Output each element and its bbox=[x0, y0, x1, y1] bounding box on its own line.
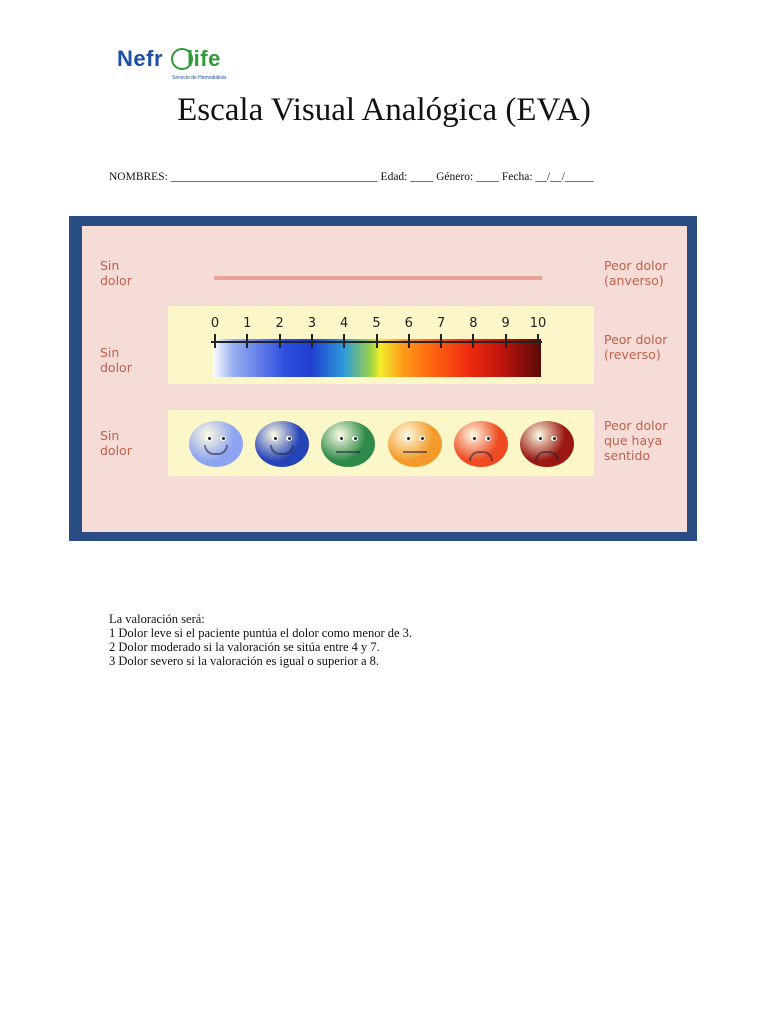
logo-emblem-icon bbox=[171, 48, 193, 70]
notes-item-1: 1 Dolor leve si el paciente puntúa el dolor como menor de 3. bbox=[109, 626, 413, 640]
page-title: Escala Visual Analógica (EVA) bbox=[177, 92, 591, 128]
notes-item-2: 2 Dolor moderado si la valoración se sitúa entre 4 y 7. bbox=[109, 640, 380, 654]
notes-item-3: 3 Dolor severo si la valoración es igual o superior a 8. bbox=[109, 654, 380, 668]
pain-face-5-icon bbox=[454, 421, 508, 467]
logo-text-life: life bbox=[187, 46, 221, 71]
pain-face-1-icon bbox=[189, 421, 243, 467]
scale-number-1: 1 bbox=[243, 316, 252, 331]
pain-face-2-icon bbox=[255, 421, 309, 467]
logo-text-nefr: Nefr bbox=[117, 46, 164, 71]
scale-number-7: 7 bbox=[436, 316, 446, 331]
scale-number-2: 2 bbox=[275, 316, 284, 331]
face-mouth-icon bbox=[270, 445, 294, 455]
face-eye-icon bbox=[206, 436, 212, 441]
left-label-row3: Sin dolor bbox=[100, 428, 132, 458]
nefrolife-logo bbox=[109, 42, 239, 90]
face-eye-icon bbox=[338, 436, 344, 441]
face-eye-icon bbox=[471, 436, 477, 441]
scale-number-10: 10 bbox=[529, 316, 547, 331]
left-label-row2: Sin dolor bbox=[100, 345, 132, 375]
logo-text bbox=[117, 46, 221, 72]
right-label-row3: Peor dolor que haya sentido bbox=[604, 418, 668, 463]
scale-number-5: 5 bbox=[372, 316, 381, 331]
pain-face-6-icon bbox=[520, 421, 574, 467]
logo-subtitle: Servicio de Hemodiálisis bbox=[172, 75, 227, 81]
left-label-row1: Sin dolor bbox=[100, 258, 132, 288]
scale-number-9: 9 bbox=[501, 316, 510, 331]
face-mouth-icon bbox=[535, 451, 559, 461]
right-label-row1: Peor dolor (anverso) bbox=[604, 258, 668, 288]
face-eye-icon bbox=[551, 436, 557, 441]
face-eye-icon bbox=[286, 436, 292, 441]
scale-number-3: 3 bbox=[307, 316, 317, 331]
face-eye-icon bbox=[419, 436, 425, 441]
visual-analog-line bbox=[214, 276, 542, 280]
face-eye-icon bbox=[485, 436, 491, 441]
face-eye-icon bbox=[220, 436, 226, 441]
face-mouth-icon bbox=[336, 451, 360, 453]
face-mouth-icon bbox=[469, 451, 493, 461]
face-mouth-icon bbox=[403, 451, 427, 453]
scale-number-4: 4 bbox=[340, 316, 349, 331]
face-eye-icon bbox=[352, 436, 358, 441]
pain-face-3-icon bbox=[321, 421, 375, 467]
face-eye-icon bbox=[272, 436, 278, 441]
patient-form-line: NOMBRES: ____________________________________ Edad: ____ Género: ____ Fecha: __/__/_____ bbox=[109, 171, 594, 183]
pain-face-4-icon bbox=[388, 421, 442, 467]
scale-number-0: 0 bbox=[210, 316, 220, 331]
face-eye-icon bbox=[405, 436, 411, 441]
face-mouth-icon bbox=[204, 445, 228, 455]
scale-axis-line bbox=[211, 341, 542, 343]
scale-number-8: 8 bbox=[469, 316, 478, 331]
scoring-notes bbox=[109, 612, 412, 668]
right-label-row2: Peor dolor (reverso) bbox=[604, 332, 668, 362]
scale-number-6: 6 bbox=[404, 316, 413, 331]
notes-intro: La valoración será: bbox=[109, 612, 205, 626]
face-eye-icon bbox=[537, 436, 543, 441]
